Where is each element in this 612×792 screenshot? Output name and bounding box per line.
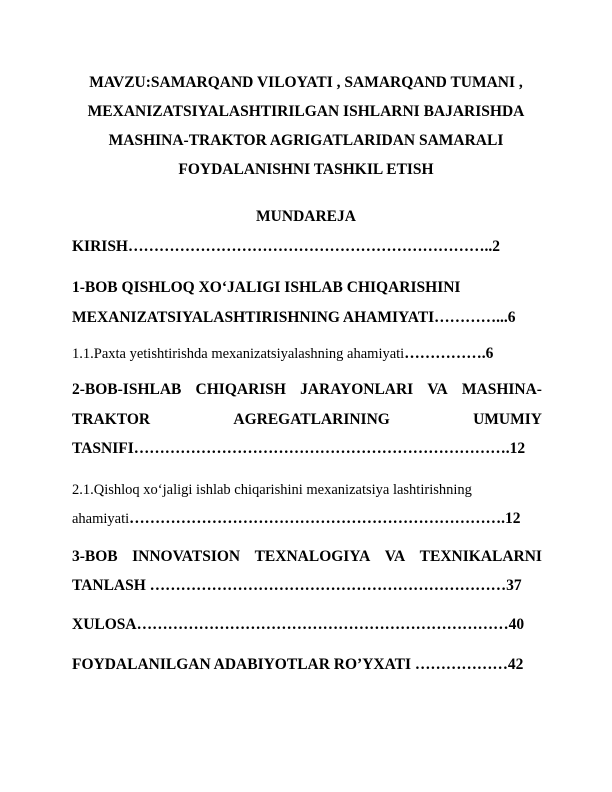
bob2-word: JARAYONLARI [300,381,414,398]
section-1-1-dots: …………….6 [404,345,494,362]
toc-entry-kirish: KIRISH……………………………………………………………..2 [72,238,500,255]
toc-entry-section-2-1-line2 [72,510,521,528]
toc-entry-bob3-line1 [72,548,542,566]
bob2-word: CHIQARISH [195,381,286,398]
toc-entry-adabiyotlar: FOYDALANILGAN ADABIYOTLAR RO’YXATI ………………42 [72,656,524,673]
bob2-word: MASHINA- [461,381,542,398]
toc-entry-bob1-line1: 1-BOB QISHLOQ XO‘JALIGI ISHLAB CHIQARISHINI [72,279,461,296]
bob2-word: UMUMIY [473,411,542,428]
toc-entry-bob2-line1 [72,381,542,399]
toc-entry-bob2-line3: TASNIFI……………………………………………………………….12 [72,440,526,457]
bob3-word: VA [384,548,406,565]
toc-entry-bob3-line2: TANLASH ……………………………………………………………37 [72,577,522,594]
bob3-word: INNOVATSION [132,548,241,565]
title-line-4: FOYDALANISHNI TASHKIL ETISH [178,161,434,178]
section-2-1-dots: ……………………………………………………………….12 [129,510,521,527]
title-line-2: MEXANIZATSIYALASHTIRILGAN ISHLARNI BAJARISHDA [87,103,525,120]
bob3-word: 3-BOB [72,548,118,565]
toc-entry-bob1-line2: MEXANIZATSIYALASHTIRISHNING AHAMIYATI…………...6 [72,309,516,326]
bob3-word: TEXNALOGIYA [254,548,371,565]
toc-entry-bob2-line2 [72,411,542,429]
toc-entry-xulosa: XULOSA………………………………………………………………40 [72,616,525,633]
section-1-1-text: 1.1.Paxta yetishtirishda mexanizatsiyalashning ahamiyati [72,346,405,362]
title-line-3: MASHINA-TRAKTOR AGRIGATLARIDAN SAMARALI [108,132,504,149]
bob3-word: TEXNIKALARNI [419,548,542,565]
section-2-1-text: ahamiyati [72,511,130,527]
bob2-word: VA [427,381,448,398]
toc-heading: MUNDAREJA [256,208,356,225]
toc-entry-section-1-1 [72,345,493,363]
bob2-word: TRAKTOR [72,411,151,428]
document-title [60,68,552,184]
toc-entry-section-2-1-line1: 2.1.Qishloq xo‘jaligi ishlab chiqarishini mexanizatsiya lashtirishning [72,482,472,498]
bob2-word: AGREGATLARINING [233,411,390,428]
title-line-1: MAVZU:SAMARQAND VILOYATI , SAMARQAND TUMANI , [89,74,523,91]
bob2-word: 2-BOB-ISHLAB [72,381,182,398]
